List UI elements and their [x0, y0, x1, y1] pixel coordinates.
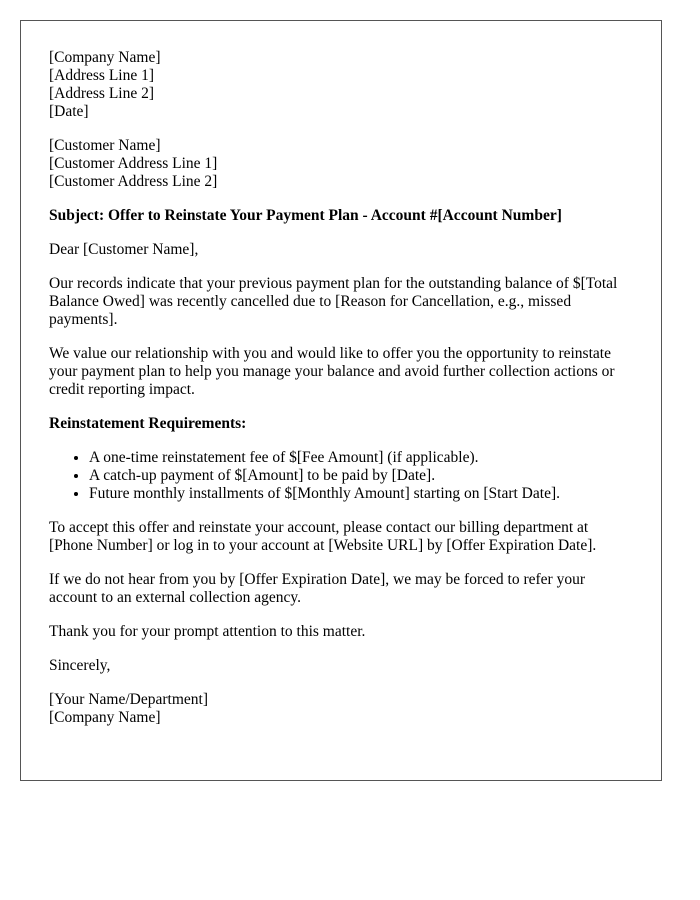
- list-item: • A catch-up payment of $[Amount] to be paid by [Date].: [89, 467, 633, 485]
- signature-block: [49, 691, 633, 727]
- warning-paragraph: If we do not hear from you by [Offer Expiration Date], we may be forced to refer your account to an external collection agency.: [49, 571, 585, 606]
- requirements-heading: Reinstatement Requirements:: [49, 415, 247, 432]
- offer-paragraph: We value our relationship with you and would like to offer you the opportunity to reinstate your payment plan to help you manage your balance and avoid further collection actions or credit reporting impact.: [49, 345, 615, 398]
- sender-address-block: [49, 49, 633, 121]
- subject-line: Subject: Offer to Reinstate Your Payment Plan - Account #[Account Number]: [49, 207, 562, 224]
- salutation: Dear [Customer Name],: [49, 241, 199, 258]
- intro-paragraph: Our records indicate that your previous payment plan for the outstanding balance of $[Total Balance Owed] was recently cancelled due to [Reason for Cancellation, e.g., missed payments].: [49, 275, 618, 328]
- recipient-address-block: [49, 137, 633, 191]
- requirements-list: [49, 449, 633, 503]
- recipient-address-line-2: [Customer Address Line 2]: [49, 173, 218, 190]
- list-item: • Future monthly installments of $[Monthly Amount] starting on [Start Date].: [89, 485, 633, 503]
- signer-company-name: [Company Name]: [49, 709, 161, 726]
- letter-date: [Date]: [49, 103, 89, 120]
- closing-salutation: Sincerely,: [49, 657, 111, 674]
- letter-page: [20, 20, 662, 781]
- accept-paragraph: To accept this offer and reinstate your account, please contact our billing department at [Phone Number] or log in to your account at [Website URL] by [Offer Expiration Date].: [49, 519, 597, 554]
- recipient-address-line-1: [Customer Address Line 1]: [49, 155, 218, 172]
- recipient-name: [Customer Name]: [49, 137, 161, 154]
- list-item: • A one-time reinstatement fee of $[Fee Amount] (if applicable).: [89, 449, 633, 467]
- sender-address-line-1: [Address Line 1]: [49, 67, 155, 84]
- thanks-paragraph: Thank you for your prompt attention to this matter.: [49, 623, 366, 640]
- signer-name-department: [Your Name/Department]: [49, 691, 208, 708]
- sender-address-line-2: [Address Line 2]: [49, 85, 155, 102]
- sender-company-name: [Company Name]: [49, 49, 161, 66]
